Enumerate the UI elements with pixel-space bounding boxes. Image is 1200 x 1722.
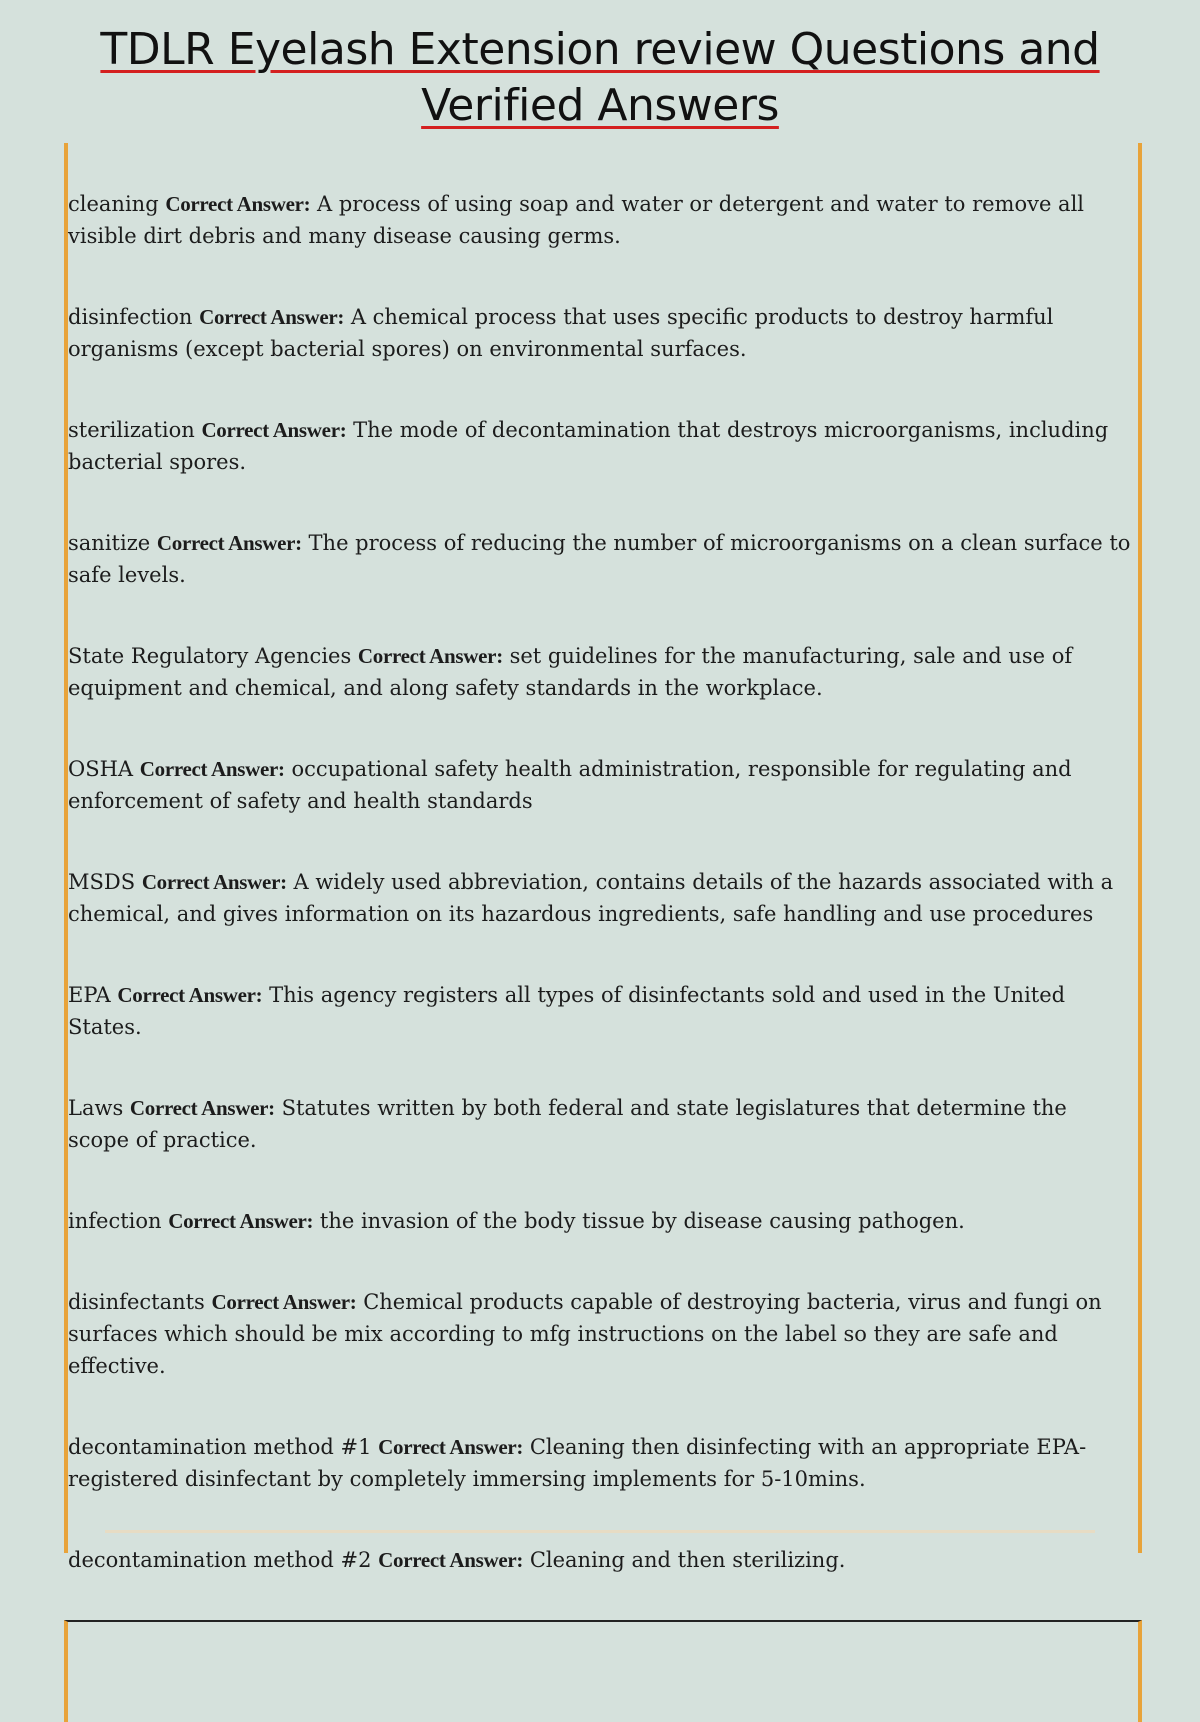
qa-item xyxy=(68,527,1132,591)
qa-term: EPA xyxy=(68,983,111,1007)
qa-answer: Cleaning and then sterilizing. xyxy=(529,1548,846,1572)
qa-term: sanitize xyxy=(68,531,151,555)
qa-term: Laws xyxy=(68,1096,124,1120)
correct-answer-label: Correct Answer: xyxy=(201,418,347,442)
qa-item xyxy=(68,1286,1132,1382)
qa-item xyxy=(68,1431,1132,1495)
qa-answer: set guidelines for the manufacturing, sale and use of equipment and chemical, and along safety standards in the workplace. xyxy=(68,644,1073,700)
qa-term: OSHA xyxy=(68,757,134,781)
qa-list xyxy=(68,188,1132,1625)
qa-item xyxy=(68,1205,1132,1237)
qa-term: disinfectants xyxy=(68,1290,205,1314)
qa-term: infection xyxy=(68,1209,162,1233)
next-page-frame xyxy=(64,1620,1142,1722)
qa-item xyxy=(68,979,1132,1043)
qa-item xyxy=(68,301,1132,365)
qa-term: State Regulatory Agencies xyxy=(68,644,352,668)
qa-answer: A chemical process that uses specific products to destroy harmful organisms (except bacterial spores) on environmental surfaces. xyxy=(68,305,1054,361)
page-title-text: TDLR Eyelash Extension review Questions and Verified Answers xyxy=(100,24,1100,131)
correct-answer-label: Correct Answer: xyxy=(139,757,285,781)
qa-answer: The mode of decontamination that destroys microorganisms, including bacterial spores. xyxy=(68,418,1109,474)
correct-answer-label: Correct Answer: xyxy=(168,1209,314,1233)
qa-item xyxy=(68,640,1132,704)
correct-answer-label: Correct Answer: xyxy=(211,1290,357,1314)
correct-answer-label: Correct Answer: xyxy=(378,1548,524,1572)
qa-term: decontamination method #1 xyxy=(68,1435,372,1459)
qa-item xyxy=(68,753,1132,817)
qa-term: decontamination method #2 xyxy=(68,1548,372,1572)
qa-answer: A process of using soap and water or detergent and water to remove all visible dirt debris and many disease causing germs. xyxy=(68,192,1085,248)
qa-item xyxy=(68,1544,1132,1576)
qa-answer: The process of reducing the number of microorganisms on a clean surface to safe levels. xyxy=(68,531,1131,587)
correct-answer-label: Correct Answer: xyxy=(378,1435,524,1459)
qa-term: cleaning xyxy=(68,192,159,216)
correct-answer-label: Correct Answer: xyxy=(141,870,287,894)
qa-item xyxy=(68,188,1132,252)
qa-answer: the invasion of the body tissue by disease causing pathogen. xyxy=(319,1209,965,1233)
correct-answer-label: Correct Answer: xyxy=(156,531,302,555)
qa-answer: This agency registers all types of disinfectants sold and used in the United States. xyxy=(68,983,1066,1039)
qa-term: disinfection xyxy=(68,305,193,329)
qa-term: MSDS xyxy=(68,870,136,894)
qa-term: sterilization xyxy=(68,418,195,442)
qa-answer: Chemical products capable of destroying bacteria, virus and fungi on surfaces which should be mix according to mfg instructions on the label so they are safe and effective. xyxy=(68,1290,1102,1378)
page-title xyxy=(60,22,1140,134)
qa-item xyxy=(68,414,1132,478)
correct-answer-label: Correct Answer: xyxy=(129,1096,275,1120)
qa-item xyxy=(68,1092,1132,1156)
qa-item xyxy=(68,866,1132,930)
correct-answer-label: Correct Answer: xyxy=(199,305,345,329)
correct-answer-label: Correct Answer: xyxy=(357,644,503,668)
qa-answer: Statutes written by both federal and state legislatures that determine the scope of practice. xyxy=(68,1096,1067,1152)
correct-answer-label: Correct Answer: xyxy=(165,192,311,216)
qa-answer: occupational safety health administration, responsible for regulating and enforcement of safety and health standards xyxy=(68,757,1072,813)
qa-answer: A widely used abbreviation, contains details of the hazards associated with a chemical, and gives information on its hazardous ingredients, safe handling and use procedures xyxy=(68,870,1114,926)
qa-answer: Cleaning then disinfecting with an appropriate EPA-registered disinfectant by completely immersing implements for 5-10mins. xyxy=(68,1435,1087,1491)
correct-answer-label: Correct Answer: xyxy=(117,983,263,1007)
